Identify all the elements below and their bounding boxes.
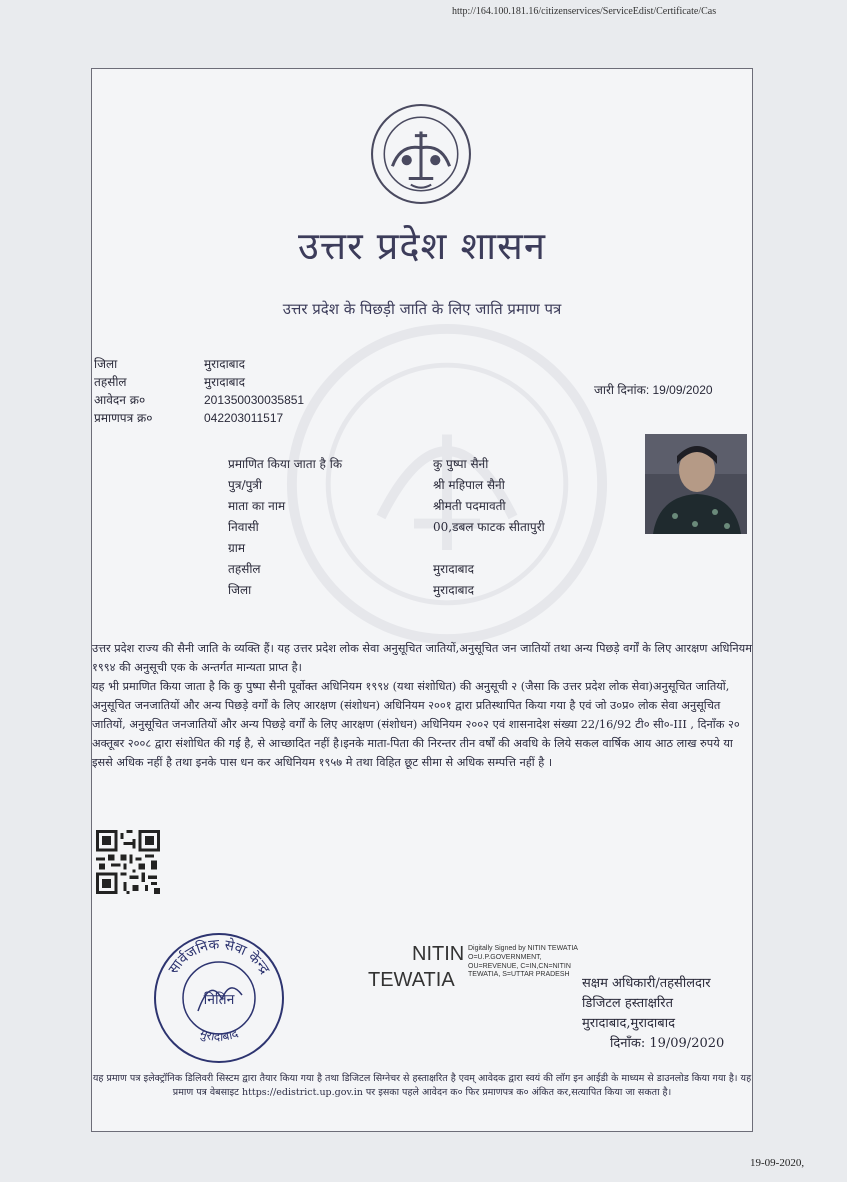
father-name: श्री महिपाल सैनी	[433, 478, 505, 492]
relation-label: पुत्र/पुत्री	[228, 478, 263, 492]
officer-block	[582, 974, 724, 1054]
officer-digital-signed: डिजिटल हस्ताक्षरित	[582, 996, 673, 1011]
person-silhouette-icon	[645, 434, 747, 534]
officer-date: दिनाँक: 19/09/2020	[610, 1036, 725, 1051]
officer-designation: सक्षम अधिकारी/तहसीलदार	[582, 976, 711, 991]
application-no-label: आवेदन क्र०	[94, 393, 146, 407]
svg-text:नितिन: नितिन	[203, 992, 235, 1008]
tehsil-value: मुरादाबाद	[204, 375, 246, 389]
certificate-no-label: प्रमाणपत्र क्र०	[94, 411, 153, 425]
certificate-main-title: उत्तर प्रदेश शासन	[298, 224, 546, 268]
svg-text:मुरादाबाद: मुरादाबाद	[198, 1026, 240, 1044]
issue-date: जारी दिनांक: 19/09/2020	[594, 383, 713, 397]
applicant-photo	[645, 434, 747, 534]
address-value: 00,डबल फाटक सीतापुरी	[433, 520, 545, 534]
mother-name: श्रीमती पदमावती	[433, 499, 506, 513]
body-paragraph-caste: उत्तर प्रदेश राज्य की सैनी जाति के व्यक्ति हैं। यह उत्तर प्रदेश लोक सेवा अनुसूचित जातियों,अनुसूचित जन जातियों तथा अन्य पिछड़े वर्गों के लिए आरक्षण अधिनियम १९९४ की अनुसूची एक के अन्तर्गत मान्यता प्राप्त है।	[92, 642, 752, 674]
up-government-emblem	[370, 103, 472, 205]
tehsil-label: तहसील	[94, 375, 127, 389]
seal-stamp-icon	[150, 929, 288, 1067]
application-no-value: 201350030035851	[204, 393, 305, 407]
browser-url: http://164.100.181.16/citizenservices/ServiceEdist/Certificate/Cas	[452, 6, 717, 17]
officer-location: मुरादाबाद,मुरादाबाद	[582, 1016, 675, 1031]
resident-label: निवासी	[228, 520, 259, 534]
district-label: जिला	[94, 357, 118, 371]
certified-label: प्रमाणित किया जाता है कि	[228, 457, 343, 471]
mother-label: माता का नाम	[228, 499, 286, 513]
qr-code-icon	[96, 829, 160, 895]
certificate-no-value: 042203011517	[204, 411, 284, 425]
signer-first-name: NITIN	[412, 943, 465, 965]
certificate-body	[92, 639, 752, 772]
person-name: कु पुष्पा सैनी	[433, 457, 489, 471]
svg-text:सार्वजनिक सेवा केन्द्र: सार्वजनिक सेवा केन्द्र	[165, 936, 273, 978]
service-centre-seal	[150, 929, 288, 1067]
person-tehsil-label: तहसील	[228, 562, 261, 576]
body-paragraph-income: यह भी प्रमाणित किया जाता है कि कु पुष्पा सैनी पूर्वोक्त अधिनियम १९९४ (यथा संशोधित) की अनुसूची २ (जैसा कि उत्तर प्रदेश लोक सेवा)अनुसूचित जातियों, अनुसूचित जनजातियों और अन्य पिछड़े वर्गों के लिए आरक्षण (संशोधन) अधिनियम २००१ द्वारा प्रतिस्थापित किया गया है एवं जो उ०प्र० लोक सेवा अनुसूचित जातियों, अनुसूचित जनजातियों और अन्य पिछड़े वर्गों के लिए आरक्षण (संशोधन) अधिनियम २००२ एवं शासनादेश संख्या 22/16/92 टी० सी०-III , दिनाँक २० अक्तूबर २००८ द्वारा संशोधित की गई है, से आच्छादित नहीं है।इनके माता-पिता की निरन्तर तीन वर्षों की अवधि के लिये सकल वार्षिक आय आठ लाख रुपये या इससे अधिक नहीं है तथा इनके पास धन कर अधिनियम १९५७ मे तथा विहित छूट सीमा से अधिक सम्पत्ति नहीं है ।	[92, 680, 740, 769]
person-district-value: मुरादाबाद	[433, 583, 475, 597]
print-date: 19-09-2020,	[750, 1157, 805, 1169]
certificate	[91, 68, 753, 1132]
signer-last-name: TEWATIA	[368, 969, 455, 991]
certificate-subtitle: उत्तर प्रदेश के पिछड़ी जाति के लिए जाति प्रमाण पत्र	[282, 300, 562, 318]
person-tehsil-value: मुरादाबाद	[433, 562, 475, 576]
person-district-label: जिला	[228, 583, 252, 597]
signature-details: Digitally Signed by NITIN TEWATIA O=U.P.GOVERNMENT, OU=REVENUE, C=IN,CN=NITIN TEWATIA, S=UTTAR PRADESH	[468, 945, 578, 979]
footer-note: यह प्रमाण पत्र इलेक्ट्रॉनिक डिलिवरी सिस्टम द्वारा तैयार किया गया है तथा डिजिटल सिग्नेचर से हस्ताक्षरित है एवम् आवेदक द्वारा स्वयं की लॉग इन आई‍डी के माध्यम से डाउनलोड किया गया है। यह प्रमाण पत्र वेबसाइट https://edistrict.up.gov.in पर इसका पहले आवेदन क० फिर प्रमाणपत्र क० अंकित कर,सत्यापित किया जा सकता है।	[92, 1073, 752, 1098]
district-value: मुरादाबाद	[204, 357, 246, 371]
village-label: ग्राम	[228, 541, 246, 555]
